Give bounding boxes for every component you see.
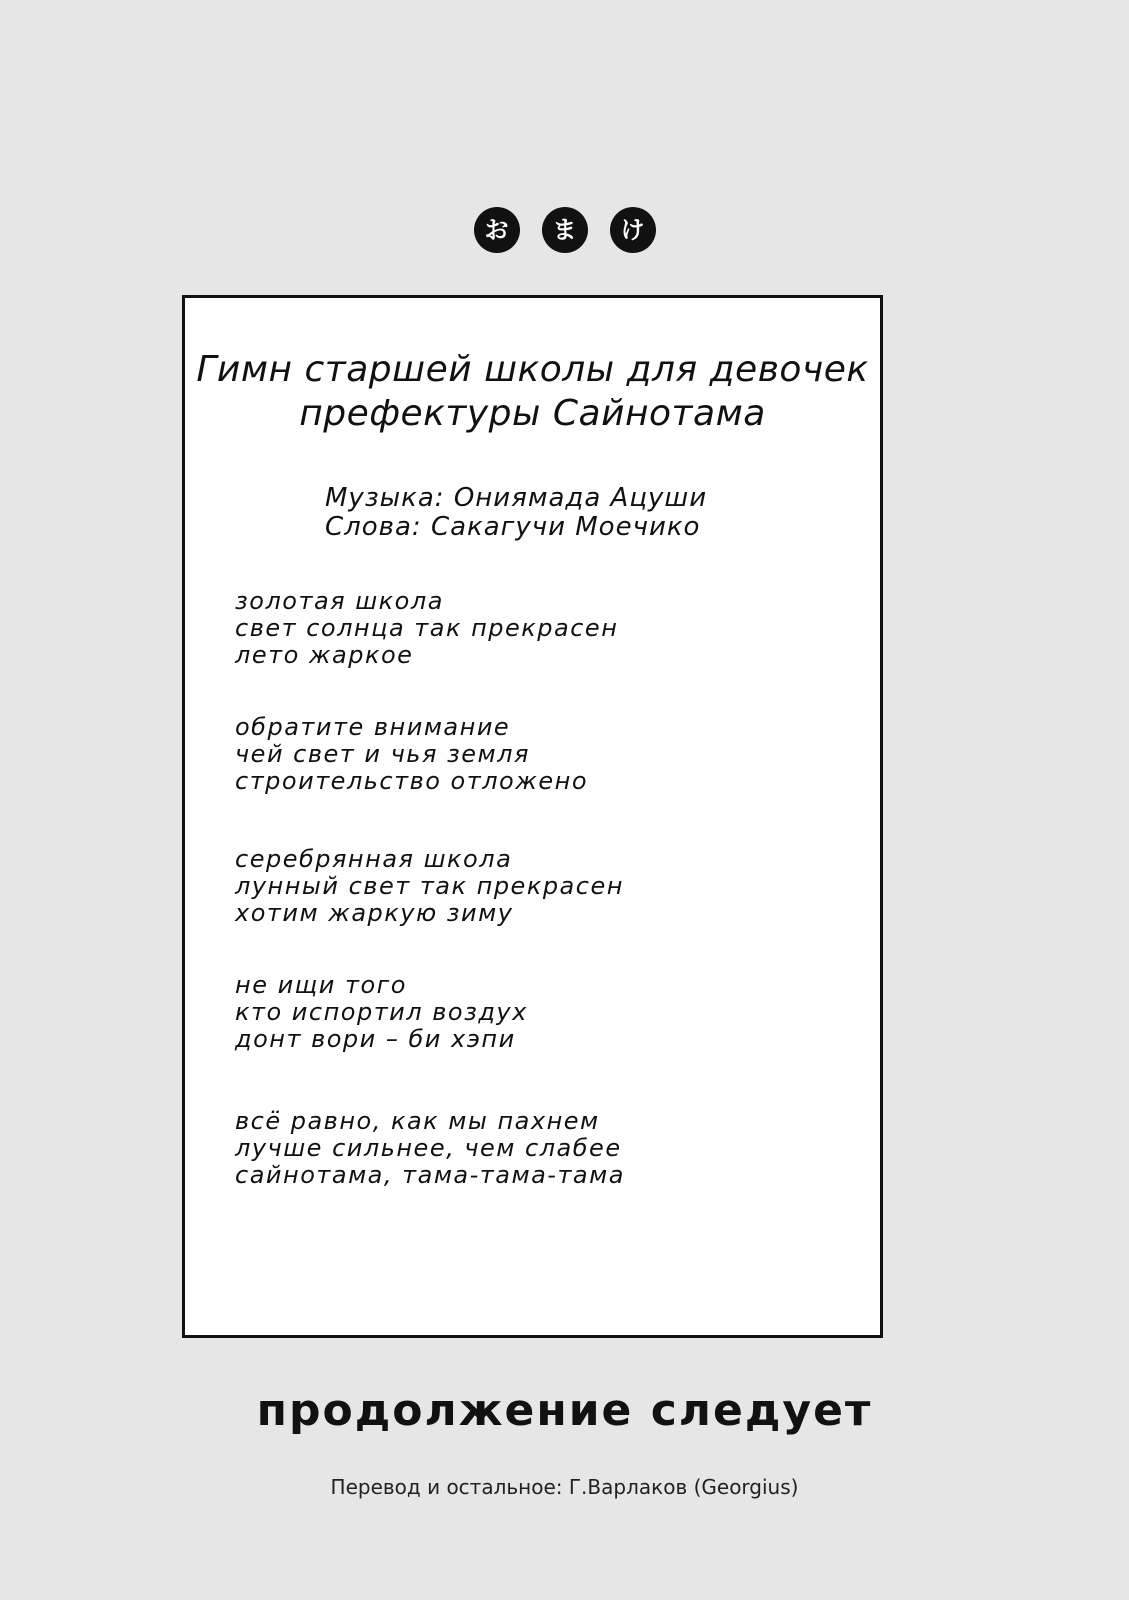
stanza-line: лучше сильнее, чем слабее xyxy=(235,1134,622,1162)
stanza-line: кто испортил воздух xyxy=(235,998,528,1026)
stanza-line: хотим жаркую зиму xyxy=(235,899,514,927)
stanza-line: всё равно, как мы пахнем xyxy=(235,1107,600,1135)
omake-badge-o: お xyxy=(474,207,520,253)
lyrics-credit: Слова: Сакагучи Моечико xyxy=(325,512,701,542)
stanza-line: сайнотама, тама-тама-тама xyxy=(235,1161,625,1189)
stanza-line: золотая школа xyxy=(235,587,444,615)
stanza-line: лунный свет так прекрасен xyxy=(235,872,624,900)
translator-credit: Перевод и остальное: Г.Варлаков (Georgius) xyxy=(330,1475,799,1499)
omake-header xyxy=(0,207,1129,253)
anthem-credits xyxy=(325,484,707,542)
stanza-2 xyxy=(235,714,588,795)
omake-badge-ma: ま xyxy=(542,207,588,253)
stanza-line: лето жаркое xyxy=(235,641,414,669)
stanza-line: свет солнца так прекрасен xyxy=(235,614,619,642)
stanza-1 xyxy=(235,588,618,669)
title-line-1: Гимн старшей школы для девочек xyxy=(196,349,869,390)
to-be-continued: продолжение следует xyxy=(256,1385,873,1436)
stanza-4 xyxy=(235,972,528,1053)
stanza-line: донт вори – би хэпи xyxy=(235,1025,516,1053)
anthem-panel xyxy=(182,295,883,1338)
music-credit: Музыка: Ониямада Ацуши xyxy=(325,483,708,513)
stanza-line: не ищи того xyxy=(235,971,407,999)
anthem-title xyxy=(185,348,880,436)
stanza-5 xyxy=(235,1108,625,1189)
omake-badge-ke: け xyxy=(610,207,656,253)
stanza-line: серебрянная школа xyxy=(235,845,513,873)
stanza-3 xyxy=(235,846,624,927)
stanza-line: строительство отложено xyxy=(235,767,589,795)
title-line-2: префектуры Сайнотама xyxy=(299,393,766,434)
stanza-line: обратите внимание xyxy=(235,713,511,741)
stanza-line: чей свет и чья земля xyxy=(235,740,530,768)
